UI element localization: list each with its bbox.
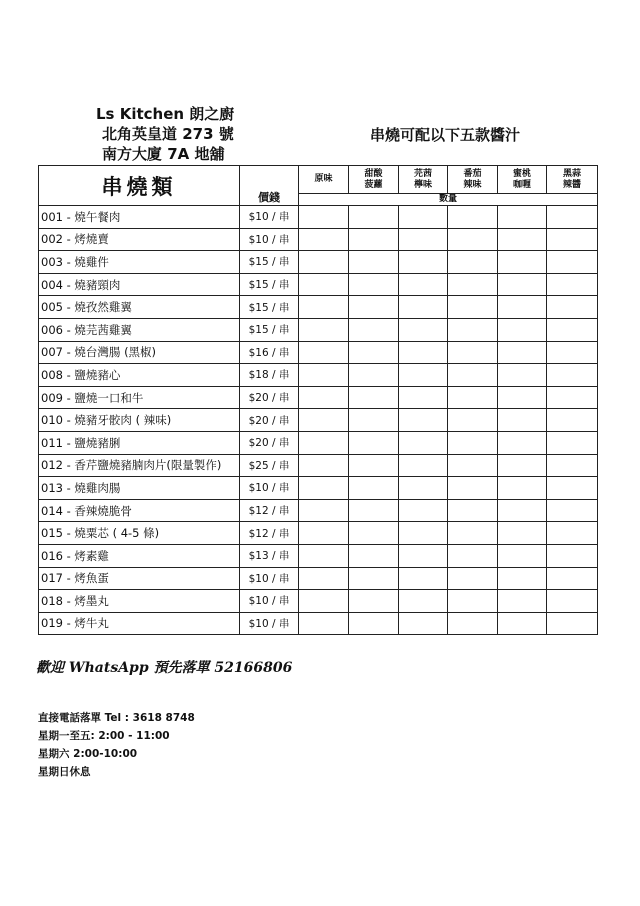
menu-item-price: $13 / 串 [240, 544, 299, 567]
menu-item-row [39, 499, 598, 522]
quantity-cell[interactable] [547, 612, 598, 635]
quantity-cell[interactable] [299, 318, 349, 341]
quantity-cell[interactable] [547, 251, 598, 274]
quantity-cell[interactable] [547, 296, 598, 319]
quantity-cell[interactable] [299, 544, 349, 567]
quantity-cell[interactable] [498, 273, 547, 296]
quantity-cell[interactable] [299, 341, 349, 364]
quantity-cell[interactable] [349, 228, 399, 251]
quantity-cell[interactable] [547, 318, 598, 341]
quantity-cell[interactable] [498, 499, 547, 522]
closed-sunday: 星期日休息 [38, 766, 91, 778]
menu-item-name: 016 - 烤素雞 [39, 544, 240, 567]
menu-title: 串燒類 [39, 166, 240, 206]
menu-item-row [39, 612, 598, 635]
menu-item-price: $10 / 串 [240, 612, 299, 635]
menu-item-row [39, 364, 598, 387]
menu-item-price: $15 / 串 [240, 251, 299, 274]
menu-item-price: $12 / 串 [240, 499, 299, 522]
quantity-cell[interactable] [448, 431, 498, 454]
sauce-header-5: 蜜桃 咖喱 [498, 166, 547, 194]
quantity-cell[interactable] [448, 499, 498, 522]
quantity-cell[interactable] [299, 364, 349, 387]
menu-item-name: 011 - 鹽燒豬脷 [39, 431, 240, 454]
quantity-cell[interactable] [349, 318, 399, 341]
quantity-cell[interactable] [399, 431, 448, 454]
quantity-cell[interactable] [547, 544, 598, 567]
quantity-cell[interactable] [498, 251, 547, 274]
quantity-cell[interactable] [498, 590, 547, 613]
quantity-cell[interactable] [349, 454, 399, 477]
menu-item-name: 014 - 香辣燒脆骨 [39, 499, 240, 522]
quantity-cell[interactable] [399, 477, 448, 500]
menu-item-name: 015 - 燒粟芯 ( 4-5 條) [39, 522, 240, 545]
menu-item-price: $10 / 串 [240, 590, 299, 613]
quantity-cell[interactable] [498, 341, 547, 364]
quantity-cell[interactable] [547, 590, 598, 613]
shop-header [96, 104, 234, 164]
menu-item-price: $15 / 串 [240, 296, 299, 319]
quantity-cell[interactable] [498, 228, 547, 251]
menu-item-name: 012 - 香芹鹽燒豬腩肉片(限量製作) [39, 454, 240, 477]
menu-body [39, 206, 598, 635]
quantity-cell[interactable] [349, 386, 399, 409]
menu-item-row [39, 567, 598, 590]
sauce-note: 串燒可配以下五款醬汁 [370, 126, 521, 144]
skewer-menu-table [38, 165, 598, 635]
quantity-cell[interactable] [399, 409, 448, 432]
quantity-cell[interactable] [547, 499, 598, 522]
quantity-cell[interactable] [299, 228, 349, 251]
quantity-cell[interactable] [399, 228, 448, 251]
quantity-cell[interactable] [547, 409, 598, 432]
quantity-cell[interactable] [547, 477, 598, 500]
quantity-cell[interactable] [498, 206, 547, 229]
quantity-cell[interactable] [299, 499, 349, 522]
quantity-cell[interactable] [498, 612, 547, 635]
quantity-cell[interactable] [448, 364, 498, 387]
quantity-cell[interactable] [299, 612, 349, 635]
quantity-cell[interactable] [349, 477, 399, 500]
quantity-cell[interactable] [299, 431, 349, 454]
menu-item-price: $10 / 串 [240, 477, 299, 500]
menu-item-name: 019 - 烤牛丸 [39, 612, 240, 635]
price-header: 價錢 [240, 166, 299, 206]
menu-item-price: $12 / 串 [240, 522, 299, 545]
quantity-cell[interactable] [299, 296, 349, 319]
menu-item-price: $10 / 串 [240, 567, 299, 590]
phone-line: 直接電話落單 Tel : 3618 8748 [38, 712, 195, 724]
menu-item-price: $20 / 串 [240, 386, 299, 409]
menu-item-price: $20 / 串 [240, 431, 299, 454]
quantity-cell[interactable] [498, 544, 547, 567]
quantity-cell[interactable] [498, 431, 547, 454]
quantity-cell[interactable] [349, 206, 399, 229]
quantity-cell[interactable] [399, 499, 448, 522]
quantity-cell[interactable] [399, 318, 448, 341]
sauce-header-1: 原味 [299, 166, 349, 194]
menu-item-row [39, 206, 598, 229]
menu-item-price: $15 / 串 [240, 318, 299, 341]
quantity-cell[interactable] [349, 431, 399, 454]
quantity-cell[interactable] [498, 522, 547, 545]
menu-item-name: 005 - 燒孜然雞翼 [39, 296, 240, 319]
menu-item-price: $15 / 串 [240, 273, 299, 296]
quantity-cell[interactable] [349, 341, 399, 364]
quantity-cell[interactable] [349, 409, 399, 432]
quantity-cell[interactable] [448, 318, 498, 341]
whatsapp-order-line: 歡迎 WhatsApp 預先落單 52166806 [36, 660, 293, 676]
menu-item-name: 003 - 燒雞件 [39, 251, 240, 274]
quantity-cell[interactable] [448, 296, 498, 319]
menu-item-price: $18 / 串 [240, 364, 299, 387]
menu-item-row [39, 590, 598, 613]
quantity-cell[interactable] [399, 273, 448, 296]
quantity-cell[interactable] [349, 364, 399, 387]
quantity-cell[interactable] [547, 364, 598, 387]
sauce-header-6: 黑蒜 辣醬 [547, 166, 598, 194]
quantity-cell[interactable] [547, 567, 598, 590]
menu-item-name: 010 - 燒豬牙骹肉 ( 辣味) [39, 409, 240, 432]
menu-item-name: 001 - 燒午餐肉 [39, 206, 240, 229]
menu-item-row [39, 544, 598, 567]
quantity-cell[interactable] [299, 454, 349, 477]
quantity-cell[interactable] [399, 386, 448, 409]
quantity-cell[interactable] [448, 477, 498, 500]
quantity-cell[interactable] [399, 522, 448, 545]
quantity-cell[interactable] [547, 522, 598, 545]
quantity-cell[interactable] [448, 409, 498, 432]
quantity-cell[interactable] [448, 567, 498, 590]
quantity-cell[interactable] [448, 206, 498, 229]
quantity-cell[interactable] [399, 567, 448, 590]
menu-item-row [39, 409, 598, 432]
quantity-cell[interactable] [299, 206, 349, 229]
menu-item-row [39, 522, 598, 545]
quantity-cell[interactable] [547, 386, 598, 409]
quantity-cell[interactable] [498, 318, 547, 341]
menu-item-name: 006 - 燒芫茜雞翼 [39, 318, 240, 341]
menu-item-price: $20 / 串 [240, 409, 299, 432]
quantity-cell[interactable] [498, 296, 547, 319]
menu-item-name: 013 - 燒雞肉腸 [39, 477, 240, 500]
quantity-cell[interactable] [349, 273, 399, 296]
quantity-cell[interactable] [448, 251, 498, 274]
quantity-cell[interactable] [299, 273, 349, 296]
menu-item-row [39, 228, 598, 251]
menu-item-name: 008 - 鹽燒豬心 [39, 364, 240, 387]
quantity-cell[interactable] [498, 364, 547, 387]
quantity-cell[interactable] [399, 590, 448, 613]
menu-item-row [39, 431, 598, 454]
quantity-cell[interactable] [399, 612, 448, 635]
menu-item-name: 017 - 烤魚蛋 [39, 567, 240, 590]
menu-item-name: 004 - 燒豬頸肉 [39, 273, 240, 296]
quantity-cell[interactable] [547, 454, 598, 477]
menu-item-price: $10 / 串 [240, 228, 299, 251]
quantity-cell[interactable] [399, 544, 448, 567]
quantity-cell[interactable] [448, 544, 498, 567]
menu-item-row [39, 454, 598, 477]
hours-weekday: 星期一至五: 2:00 - 11:00 [38, 730, 170, 742]
quantity-cell[interactable] [448, 590, 498, 613]
sauce-header-4: 番茄 辣味 [448, 166, 498, 194]
quantity-cell[interactable] [349, 296, 399, 319]
quantity-cell[interactable] [448, 454, 498, 477]
hours-saturday: 星期六 2:00-10:00 [38, 748, 138, 760]
quantity-cell[interactable] [498, 454, 547, 477]
quantity-cell[interactable] [498, 477, 547, 500]
quantity-cell[interactable] [448, 612, 498, 635]
quantity-cell[interactable] [498, 567, 547, 590]
menu-item-price: $10 / 串 [240, 206, 299, 229]
quantity-cell[interactable] [399, 296, 448, 319]
quantity-cell[interactable] [349, 612, 399, 635]
quantity-cell[interactable] [448, 341, 498, 364]
quantity-cell[interactable] [399, 251, 448, 274]
quantity-cell[interactable] [349, 251, 399, 274]
quantity-cell[interactable] [299, 409, 349, 432]
quantity-cell[interactable] [299, 386, 349, 409]
quantity-cell[interactable] [448, 386, 498, 409]
menu-item-row [39, 273, 598, 296]
quantity-cell[interactable] [547, 273, 598, 296]
shop-name: Ls Kitchen 朗之廚 [96, 105, 235, 123]
quantity-cell[interactable] [547, 341, 598, 364]
menu-item-name: 007 - 燒台灣腸 (黑椒) [39, 341, 240, 364]
quantity-cell[interactable] [349, 522, 399, 545]
sauce-header-3: 芫茜 檸味 [399, 166, 448, 194]
quantity-header: 數量 [299, 194, 598, 206]
shop-address-line1: 北角英皇道 273 號 [102, 125, 234, 143]
menu-item-name: 018 - 烤墨丸 [39, 590, 240, 613]
quantity-cell[interactable] [547, 228, 598, 251]
menu-item-name: 009 - 鹽燒一口和牛 [39, 386, 240, 409]
quantity-cell[interactable] [448, 522, 498, 545]
quantity-cell[interactable] [498, 386, 547, 409]
quantity-cell[interactable] [547, 431, 598, 454]
menu-item-row [39, 477, 598, 500]
sauce-header-2: 甜酸 菠蘿 [349, 166, 399, 194]
quantity-cell[interactable] [448, 273, 498, 296]
quantity-cell[interactable] [349, 567, 399, 590]
quantity-cell[interactable] [399, 364, 448, 387]
menu-item-row [39, 296, 598, 319]
menu-item-price: $25 / 串 [240, 454, 299, 477]
shop-address-line2: 南方大廈 7A 地舖 [102, 145, 225, 163]
quantity-cell[interactable] [299, 251, 349, 274]
quantity-cell[interactable] [299, 567, 349, 590]
quantity-cell[interactable] [448, 228, 498, 251]
quantity-cell[interactable] [547, 206, 598, 229]
menu-item-row [39, 318, 598, 341]
quantity-cell[interactable] [349, 499, 399, 522]
quantity-cell[interactable] [299, 522, 349, 545]
quantity-cell[interactable] [299, 590, 349, 613]
quantity-cell[interactable] [349, 544, 399, 567]
menu-item-row [39, 386, 598, 409]
quantity-cell[interactable] [399, 206, 448, 229]
quantity-cell[interactable] [399, 341, 448, 364]
menu-item-name: 002 - 烤燒賣 [39, 228, 240, 251]
contact-info [38, 709, 195, 781]
menu-item-row [39, 341, 598, 364]
quantity-cell[interactable] [349, 590, 399, 613]
quantity-cell[interactable] [498, 409, 547, 432]
menu-item-price: $16 / 串 [240, 341, 299, 364]
quantity-cell[interactable] [399, 454, 448, 477]
quantity-cell[interactable] [299, 477, 349, 500]
menu-item-row [39, 251, 598, 274]
